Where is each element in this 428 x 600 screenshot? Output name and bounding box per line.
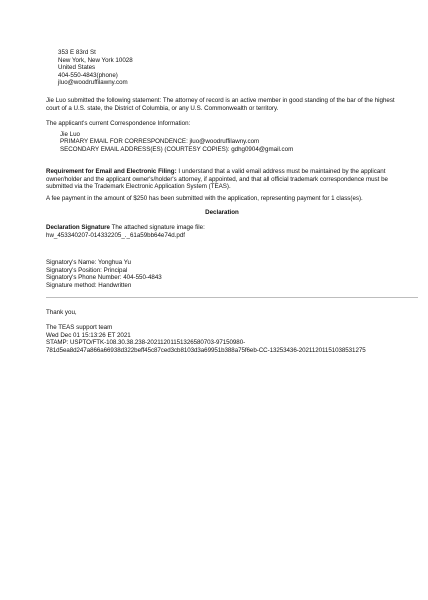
correspondence-heading: The applicant's current Correspondence Information: xyxy=(46,120,191,127)
primary-email: PRIMARY EMAIL FOR CORRESPONDENCE: jluo@woodruffilawny.com xyxy=(60,138,260,146)
address-city: New York, New York 10028 xyxy=(58,56,133,64)
filing-text: I understand that a valid email address must be maintained by the applicant owner/holder and the applicant owner's/holder's attorney, if appointed, and that all official trademark correspondence must be submitted via the Trademark Electronic Application System (TEAS). xyxy=(46,168,388,191)
address-street: 353 E 83rd St xyxy=(58,49,96,56)
signature-file: hw_453340207-014332205_._61a59bb64e74d.pdf xyxy=(46,231,186,239)
divider xyxy=(46,297,418,298)
declaration-heading: Declaration xyxy=(205,209,239,216)
payment-statement: A fee payment in the amount of $250 has been submitted with the application, representing payment for 1 class(es). xyxy=(46,195,363,202)
thanks-line: Thank you, xyxy=(46,309,77,316)
correspondence-section xyxy=(46,120,398,153)
filing-requirement xyxy=(46,168,398,191)
secondary-email: SECONDARY EMAIL ADDRESS(ES) (COURTESY COPIES): gdhg0904@gmail.com xyxy=(60,145,294,153)
attorney-statement: Jie Luo submitted the following statement: The attorney of record is an active member in good standing of the bar of the highest court of a U.S. state, the District of Columbia, or any U.S. Commonwealth or territory. xyxy=(46,97,395,112)
signature-method: Signature method: Handwritten xyxy=(46,281,132,289)
address-phone: 404-550-4843(phone) xyxy=(58,71,118,79)
correspondence-name: Jie Luo xyxy=(60,130,80,138)
filing-label: Requirement for Email and Electronic Filing: xyxy=(46,168,177,175)
stamp-line-2: 781d5ea8d247a866a66938d322beff45c87ced3cb8103d3a69951b388a75f6eb-CC-13253436-20211201151038531275 xyxy=(46,346,366,354)
signatory-position: Signatory's Position: Principal xyxy=(46,266,128,274)
signatory-phone: Signatory's Phone Number: 404-550-4843 xyxy=(46,274,162,282)
signatory-block xyxy=(46,259,398,289)
signature-label: Declaration Signature xyxy=(46,224,110,231)
address-block xyxy=(58,49,398,87)
signatory-name: Signatory's Name: Yonghua Yu xyxy=(46,259,132,266)
support-team: The TEAS support team xyxy=(46,324,113,331)
footer-date: Wed Dec 01 15:13:26 ET 2021 xyxy=(46,331,131,339)
signature-text: The attached signature image file: xyxy=(109,224,205,231)
declaration-signature xyxy=(46,224,398,239)
address-country: United States xyxy=(58,64,96,72)
address-email: jluo@woodruffilawny.com xyxy=(58,79,128,87)
footer-block xyxy=(46,324,398,354)
stamp-line-1: STAMP: USPTO/FTK-108.30.38.238-20211201151326580703-97150980- xyxy=(46,339,246,347)
